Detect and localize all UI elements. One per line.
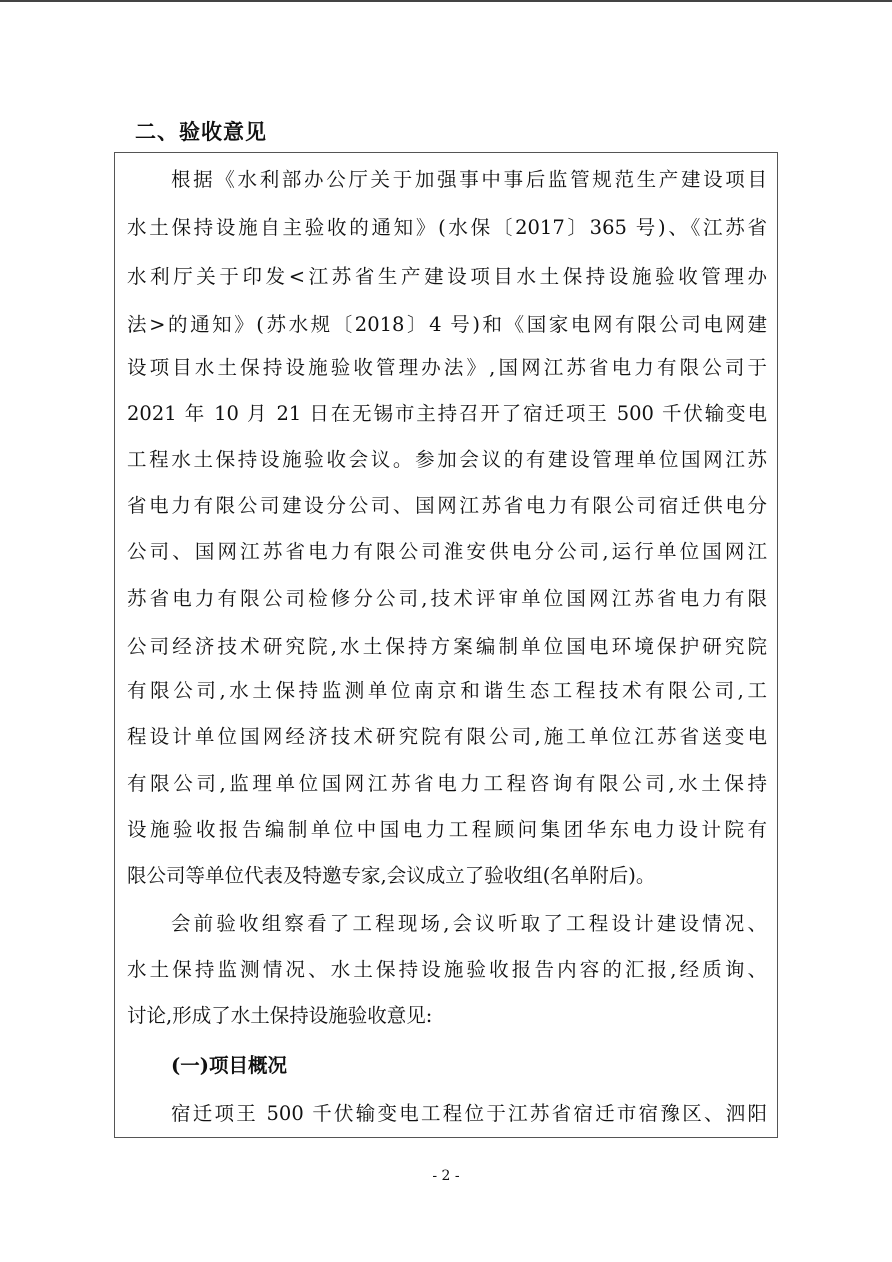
subheading-project-overview: (一)项目概况 (171, 1054, 287, 1077)
paragraph-1-line: 设项目水土保持设施验收管理办法》,国网江苏省电力有限公司于 (127, 356, 767, 379)
paragraph-3-line: 宿迁项王 500 千伏输变电工程位于江苏省宿迁市宿豫区、泗阳 (171, 1102, 767, 1125)
paragraph-1-line: 工程水土保持设施验收会议。参加会议的有建设管理单位国网江苏 (127, 448, 767, 471)
paragraph-1-line: 根据《水利部办公厅关于加强事中事后监管规范生产建设项目 (171, 168, 767, 191)
section-heading: 二、验收意见 (135, 119, 267, 144)
page-number: - 2 - (432, 1168, 460, 1184)
paragraph-2-line: 会前验收组察看了工程现场,会议听取了工程设计建设情况、 (171, 912, 767, 935)
paragraph-1-line: 水利厅关于印发<江苏省生产建设项目水土保持设施验收管理办 (127, 265, 767, 288)
paragraph-1-line: 苏省电力有限公司检修分公司,技术评审单位国网江苏省电力有限 (127, 587, 767, 610)
paragraph-2-line: 水土保持监测情况、水土保持设施验收报告内容的汇报,经质询、 (127, 958, 767, 981)
paragraph-1-line: 2021 年 10 月 21 日在无锡市主持召开了宿迁项王 500 千伏输变电 (127, 402, 767, 425)
top-border-line (0, 0, 892, 2)
paragraph-1-line: 有限公司,监理单位国网江苏省电力工程咨询有限公司,水土保持 (127, 772, 767, 795)
paragraph-1-line: 设施验收报告编制单位中国电力工程顾问集团华东电力设计院有 (127, 818, 767, 841)
paragraph-1-line: 有限公司,水土保持监测单位南京和谐生态工程技术有限公司,工 (127, 679, 767, 702)
paragraph-1-line: 程设计单位国网经济技术研究院有限公司,施工单位江苏省送变电 (127, 725, 767, 748)
paragraph-1-line: 水土保持设施自主验收的通知》(水保〔2017〕365 号)、《江苏省 (127, 216, 767, 239)
opinion-content-box (114, 152, 778, 1138)
paragraph-1-line: 限公司等单位代表及特邀专家,会议成立了验收组(名单附后)。 (127, 864, 656, 887)
paragraph-2-line: 讨论,形成了水土保持设施验收意见: (127, 1004, 433, 1027)
paragraph-1-line: 省电力有限公司建设分公司、国网江苏省电力有限公司宿迁供电分 (127, 494, 767, 517)
paragraph-1-line: 公司、国网江苏省电力有限公司淮安供电分公司,运行单位国网江 (127, 540, 767, 563)
paragraph-1-line: 法>的通知》(苏水规〔2018〕4 号)和《国家电网有限公司电网建 (127, 313, 767, 336)
paragraph-1-line: 公司经济技术研究院,水土保持方案编制单位国电环境保护研究院 (127, 635, 767, 658)
